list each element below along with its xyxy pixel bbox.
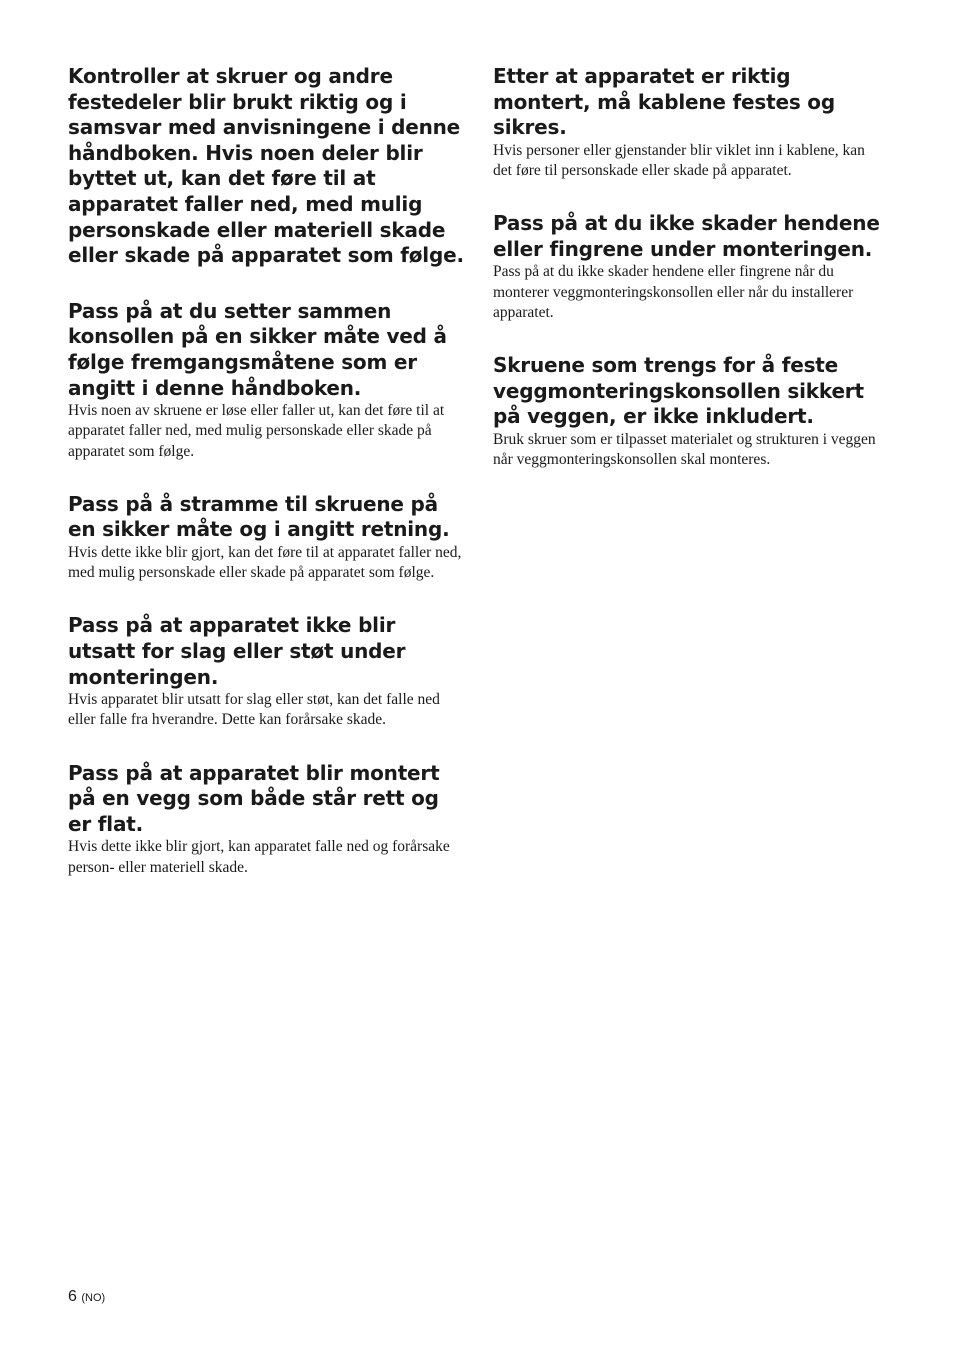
- section-body: Pass på at du ikke skader hendene eller fingrene når du monterer veggmonteringskonsollen eller når du installerer apparatet.: [493, 263, 854, 321]
- section-protect-hands: [493, 211, 885, 323]
- section-avoid-impact: [68, 613, 464, 730]
- section-screws-fasteners: [68, 64, 464, 269]
- section-heading: Kontroller at skruer og andre festedeler blir brukt riktig og i samsvar med anvisningene i denne håndboken. Hvis noen deler blir byttet ut, kan det føre til at apparatet faller ned, med mulig personskade eller materiell skade eller skade på apparatet som følge.: [68, 64, 464, 268]
- section-heading: Pass på at du setter sammen konsollen på en sikker måte ved å følge fremgangsmåtene som er angitt i denne håndboken.: [68, 298, 447, 400]
- section-heading: Etter at apparatet er riktig montert, må kablene festes og sikres.: [493, 64, 835, 140]
- left-column: [68, 64, 464, 908]
- section-body: Hvis apparatet blir utsatt for slag eller støt, kan det falle ned eller falle fra hverandre. Dette kan forårsake skade.: [68, 691, 440, 729]
- section-heading: Pass på å stramme til skruene på en sikker måte og i angitt retning.: [68, 491, 450, 542]
- section-tighten-screws: [68, 492, 464, 584]
- section-assemble-bracket: [68, 299, 464, 462]
- page-number: 6: [68, 1288, 77, 1305]
- section-secure-cables: [493, 64, 885, 181]
- section-body: Hvis dette ikke blir gjort, kan apparatet falle ned og forårsake person- eller materiell skade.: [68, 838, 450, 876]
- section-body: Bruk skruer som er tilpasset materialet og strukturen i veggen når veggmonteringskonsollen skal monteres.: [493, 430, 876, 468]
- section-body: Hvis dette ikke blir gjort, kan det føre til at apparatet faller ned, med mulig personskade eller skade på apparatet som følge.: [68, 543, 462, 582]
- section-body: Hvis noen av skruene er løse eller faller ut, kan det føre til at apparatet faller ned, med mulig personskade eller skade på apparatet som følge.: [68, 402, 445, 460]
- section-heading: Pass på at apparatet ikke blir utsatt for slag eller støt under monteringen.: [68, 613, 406, 689]
- section-heading: Pass på at du ikke skader hendene eller fingrene under monteringen.: [493, 211, 880, 261]
- section-flat-wall: [68, 761, 464, 878]
- page-footer: [68, 1288, 105, 1306]
- section-heading: Pass på at apparatet blir montert på en vegg som både står rett og er flat.: [68, 760, 440, 836]
- section-screws-not-included: [493, 353, 885, 470]
- right-column: [493, 64, 885, 500]
- section-heading: Skruene som trengs for å feste veggmonteringskonsollen sikkert på veggen, er ikke inkludert.: [493, 352, 864, 429]
- region-code: (NO): [81, 1292, 106, 1304]
- section-body: Hvis personer eller gjenstander blir viklet inn i kablene, kan det føre til personskade eller skade på apparatet.: [493, 141, 865, 179]
